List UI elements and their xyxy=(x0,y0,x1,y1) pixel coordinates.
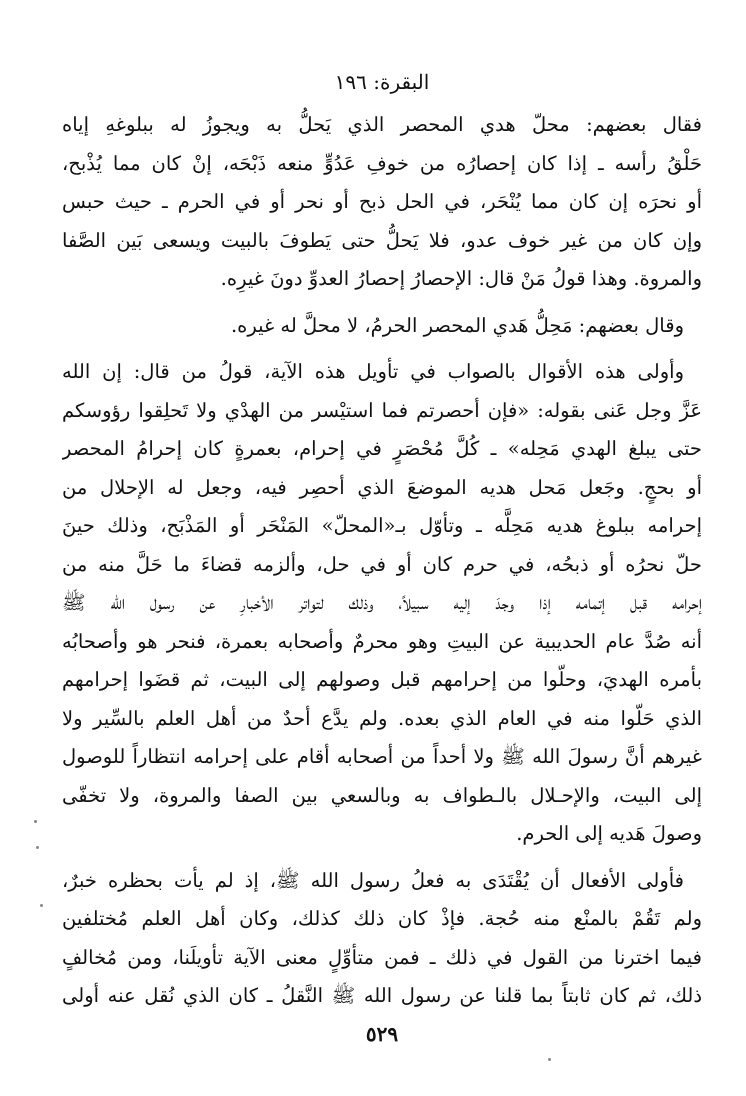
text-line: الذي حَلّوا منه في العام الذي بعده. ولم يدَّع أحدٌ من أهل العلم بالسِّير ولا xyxy=(62,706,702,730)
text-line: إحرامه قبل إتمامه إذا وجدَ إليه سبيلاً، وذلك لتواتر الأخبارِ عن رسول الله ﷺ xyxy=(62,591,702,614)
paragraph-1 xyxy=(62,106,702,299)
book-page xyxy=(62,62,702,1062)
paragraph-3 xyxy=(62,353,702,854)
text-line: أو نحرَه إن كان مما يُنْحَر، في الحل ذبح أو نحر أو في الحرم ـ حيث حبس xyxy=(62,190,702,213)
text-line: غيرهم أنَّ رسولَ الله ﷺ ولا أحداً من أصحابه أقام على إحرامه انتظاراً للوصول xyxy=(62,745,702,768)
paragraph-4 xyxy=(62,862,702,1016)
text-line: وأولى هذه الأقوال بالصواب في تأويل هذه الآية، قولُ من قال: إن الله xyxy=(62,360,684,383)
text-line: عَزَّ وجل عَنى بقوله: «فإن أحصرتم فما استيْسر من الهدْي ولا تَحلِقوا رؤوسكم xyxy=(62,398,702,422)
scan-speck xyxy=(34,820,37,823)
text-line: ولم تَقُمْ بالمنْع منه حُجة. فإذْ كان ذلك كذلك، وكان أهل العلم مُختلفين xyxy=(62,907,702,930)
page-number: ٥٢٩ xyxy=(365,1021,399,1046)
text-line: حلّ نحرُه أو ذبحُه، في حرم كان أو في حل، وألزمه قضاءَ ما حَلَّ منه من xyxy=(62,552,702,576)
scan-speck xyxy=(548,1058,551,1061)
text-line: والمروة. وهذا قولُ مَنْ قال: الإحصارُ إحصارُ العدوِّ دونَ غيرِه. xyxy=(220,267,702,290)
paragraph-2 xyxy=(62,307,702,346)
text-line: وقال بعضهم: مَحِلُّ هَدي المحصر الحرمُ، لا محلَّ له غيره. xyxy=(230,313,684,337)
text-line: أنه صُدَّ عام الحديبية عن البيتِ وهو محرمٌ وأصحابه بعمرة، فنحر هو وأصحابُه xyxy=(62,629,702,653)
text-line: ذلك، ثم كان ثابتاً بما قلنا عن رسول الله ﷺ النَّقلُ ـ كان الذي نُقل عنه أولى xyxy=(62,984,702,1007)
running-header: البقرة: ١٩٦ xyxy=(334,70,430,94)
text-line: إلى البيت، والإحـلال بالـطواف به وبالسعي بين الصفا والمروة، ولا تخفّى xyxy=(62,783,702,807)
scan-speck xyxy=(40,904,43,907)
text-line: فقال بعضهم: محلّ هدي المحصر الذي يَحلُّ به ويجوزُ له ببلوغهِ إياه xyxy=(62,113,702,136)
text-line: إحرامه ببلوغ هديه مَحِلَّه ـ وتأوّل بـ«المحلّ» المَنْحَر أو المَذْبَح، وذلك حينَ xyxy=(62,514,702,537)
text-line: حتى يبلغ الهدي مَحِله» ـ كُلَّ مُحْصَرٍ في إحرام، بعمرةٍ كان إحرامُ المحصر xyxy=(62,437,702,460)
text-line: وصولَ هَديه إلى الحرم. xyxy=(516,822,702,845)
text-line: فأولى الأفعال أن يُقْتَدَى به فعلُ رسول الله ﷺ، إذ لم يأت بحظره خبرٌ، xyxy=(62,868,684,892)
text-line: وإن كان من غير خوف عدو، فلا يَحلُّ حتى يَطوفَ بالبيت ويسعى بَين الصَّفا xyxy=(62,228,702,252)
text-line: أو بحجٍ. وجَعل مَحل هديه الموضعَ الذي أحصِر فيه، وجعل له الإحلال من xyxy=(62,475,702,499)
text-line: فيما اخترنا من القول في ذلك ـ فمن متأوِّلٍ معنى الآية تأويلَنا، ومن مُخالفٍ xyxy=(62,945,702,969)
text-line: بأمره الهديَ، وحلّوا من إحرامهم قبل وصولهم إلى البيت، ثم قضَوا إحرامهم xyxy=(62,668,702,691)
scan-speck xyxy=(36,846,39,849)
text-line: حَلْقُ رأسه ـ إذا كان إحصارُه من خوفِ عَدُوٍّ منعه ذَبْحَه، إنْ كان مما يُذْبح، xyxy=(62,151,702,175)
